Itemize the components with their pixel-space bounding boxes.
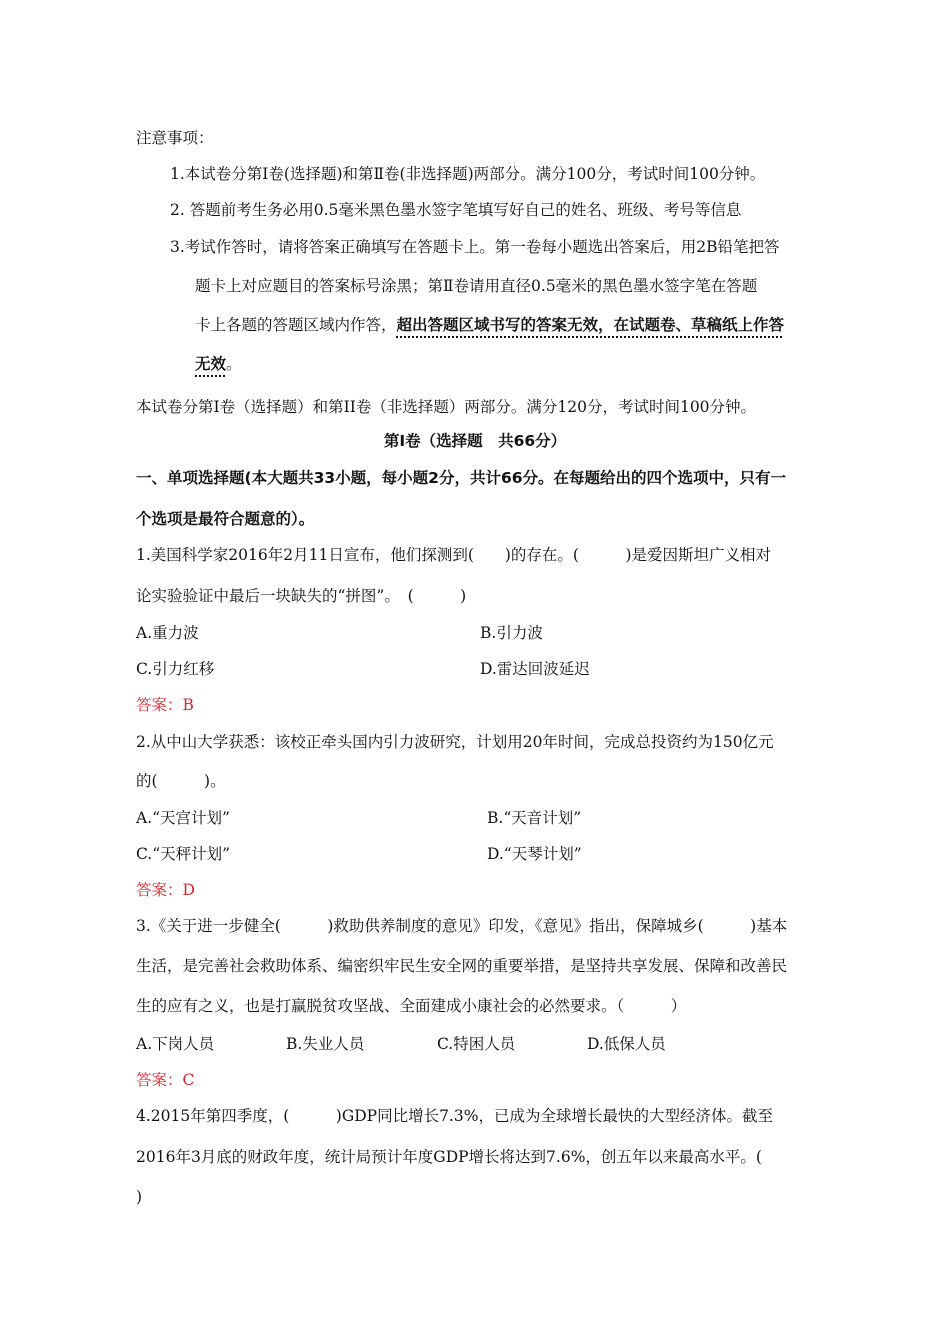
question-4-stem-line-1: 4.2015年第四季度，( )GDP同比增长7.3%，已成为全球增长最快的大型经济体。截至 [136, 1107, 773, 1125]
question-4-stem-line-3: ) [136, 1188, 143, 1206]
question-1-option-a: A.重力波 [136, 624, 199, 642]
question-2-answer: 答案：D [136, 881, 195, 899]
question-1-option-c: C.引力红移 [136, 660, 215, 678]
notice-warning-text: 超出答题区域书写的答案无效，在试题卷、草稿纸上作答 [396, 316, 785, 334]
question-2-stem-line-2: 的( )。 [136, 772, 226, 790]
question-3-stem-line-2: 生活，是完善社会救助体系、编密织牢民生安全网的重要举措，是坚持共享发展、保障和改善民 [136, 957, 788, 975]
question-3-answer: 答案：C [136, 1071, 195, 1089]
question-3-option-d: D.低保人员 [587, 1035, 666, 1053]
question-3-stem-line-3: 生的应有之义，也是打赢脱贫攻坚战、全面建成小康社会的必然要求。（ ） [136, 997, 687, 1015]
notice-title: 注意事项： [136, 129, 214, 147]
question-1-option-b: B.引力波 [480, 624, 543, 642]
question-3-option-b: B.失业人员 [286, 1035, 365, 1053]
intro-text: 本试卷分第Ⅰ卷（选择题）和第II卷（非选择题）两部分。满分120分，考试时间100分钟。 [136, 398, 757, 416]
section-title: 第Ⅰ卷（选择题 共66分） [383, 432, 567, 450]
question-3-option-c: C.特困人员 [437, 1035, 516, 1053]
question-2-option-c: C.“天秤计划” [136, 845, 231, 863]
notice-item-3-line-4-end: 。 [226, 355, 242, 373]
notice-item-3-line-4 [195, 353, 242, 375]
question-2-option-b: B.“天音计划” [487, 809, 582, 827]
question-2-option-a: A.“天宫计划” [136, 809, 230, 827]
question-2-stem-line-1: 2.从中山大学获悉：该校正牵头国内引力波研究，计划用20年时间，完成总投资约为150亿元 [136, 733, 774, 751]
question-1-stem-line-1: 1.美国科学家2016年2月11日宣布，他们探测到( )的存在。( )是爱因斯坦广义相对 [136, 546, 772, 564]
question-4-stem-line-2: 2016年3月底的财政年度，统计局预计年度GDP增长将达到7.6%，创五年以来最高水平。( [136, 1148, 762, 1166]
question-3-stem-line-1: 3.《关于进一步健全( )救助供养制度的意见》印发，《意见》指出，保障城乡( )基本 [136, 917, 788, 935]
question-3-option-a: A.下岗人员 [136, 1035, 215, 1053]
notice-item-3-line-1: 3.考试作答时，请将答案正确填写在答题卡上。第一卷每小题选出答案后，用2B铅笔把答 [170, 238, 780, 256]
notice-item-2: 2. 答题前考生务必用0.5毫米黑色墨水签字笔填写好自己的姓名、班级、考号等信息 [170, 201, 742, 219]
notice-item-3-line-2: 题卡上对应题目的答案标号涂黑；第Ⅱ卷请用直径0.5毫米的黑色墨水签字笔在答题 [195, 277, 758, 295]
notice-item-3-line-3 [195, 314, 784, 336]
notice-item-1: 1.本试卷分第Ⅰ卷(选择题)和第Ⅱ卷(非选择题)两部分。满分100分，考试时间100分钟。 [170, 165, 766, 183]
question-2-option-d: D.“天琴计划” [487, 845, 582, 863]
question-1-answer: 答案：B [136, 696, 194, 714]
notice-warning-text-end: 无效 [195, 355, 227, 373]
part-heading-line-2: 个选项是最符合题意的）。 [136, 510, 315, 528]
question-1-stem-line-2: 论实验验证中最后一块缺失的“拼图”。 ( ) [136, 587, 467, 605]
question-1-option-d: D.雷达回波延迟 [480, 660, 590, 678]
notice-item-3-line-3-plain: 卡上各题的答题区域内作答， [195, 316, 397, 334]
part-heading-line-1: 一、单项选择题(本大题共33小题，每小题2分，共计66分。在每题给出的四个选项中，只有一 [136, 469, 787, 487]
